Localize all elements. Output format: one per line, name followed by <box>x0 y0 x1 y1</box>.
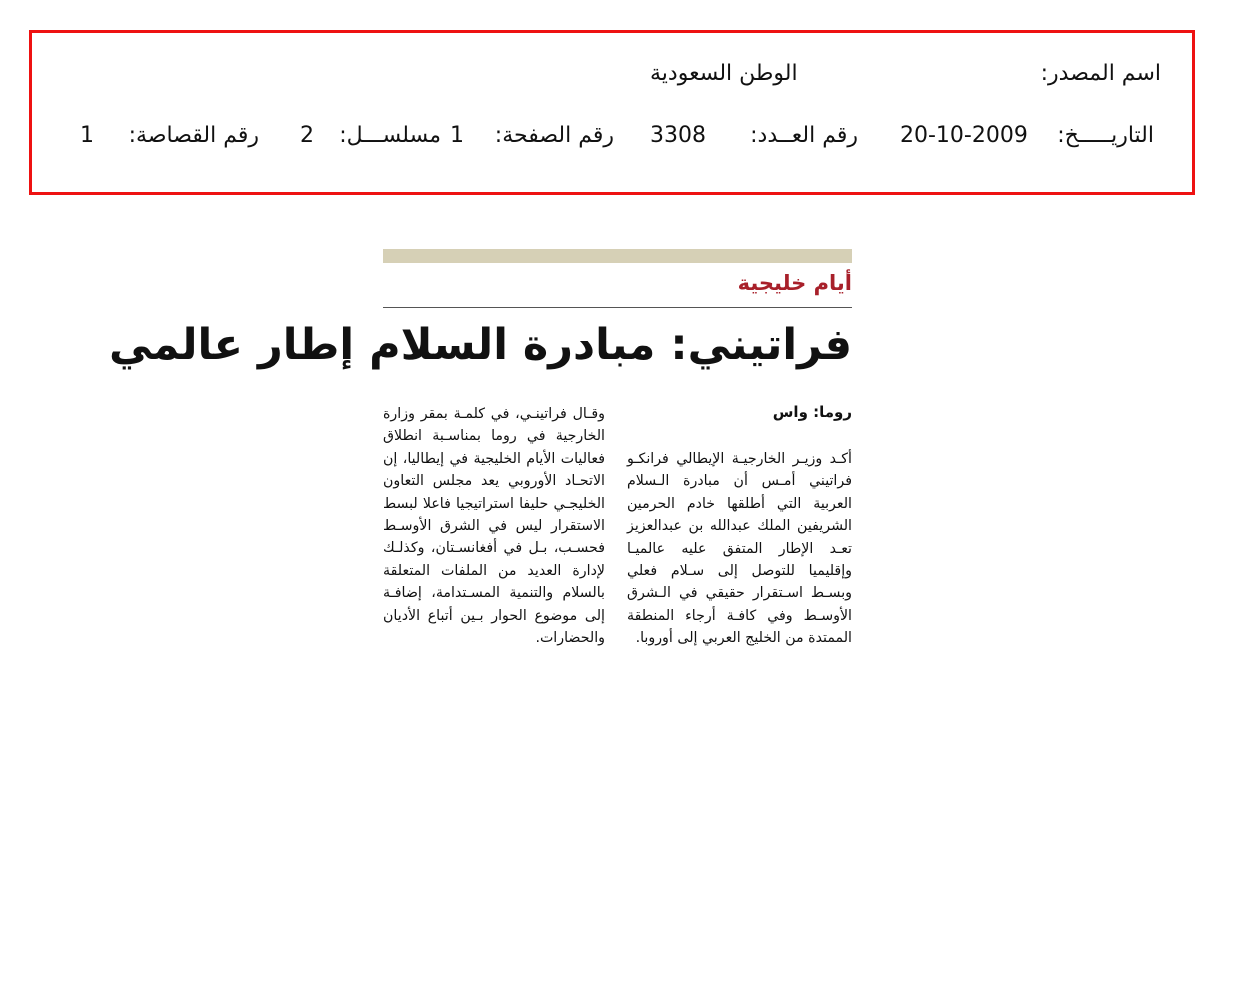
clipping-label: رقم القصاصة: <box>128 123 259 148</box>
serial-label: مسلســـل: <box>339 123 441 148</box>
source-value: الوطن السعودية <box>650 61 798 86</box>
section-label: أيام خليجية <box>737 271 852 295</box>
article-byline: روما: واس <box>772 403 852 421</box>
date-value: 20-10-2009 <box>900 123 1028 148</box>
decorative-top-bar <box>383 249 852 263</box>
article-headline: فراتيني: مبادرة السلام إطار عالمي <box>109 320 852 370</box>
clipping-value: 1 <box>80 123 94 148</box>
date-label: التاريـــــخ: <box>1057 123 1154 148</box>
source-label: اسم المصدر: <box>1040 61 1161 86</box>
issue-value: 3308 <box>650 123 706 148</box>
divider <box>383 307 852 308</box>
article-column-left: وقـال فراتينـي، في كلمـة بمقر وزارة الخارجية في روما بمناسـبة انطلاق فعاليات الأيام الخليجية في إيطاليا، إن الاتحـاد الأوروبي يعد مجلس التعاون الخليجـي حليفا استراتيجيا فاعلا لبسط الاستقرار ليس في الشرق الأوسـط فحسـب، بـل في أفغانسـتان، وكذلـك لإدارة العديد من الملفات المتعلقة بالسلام والتنمية المسـتدامة، إضافـة إلى موضوع الحوار بـين أتباع الأديان والحضارات. <box>383 406 605 647</box>
page-label: رقم الصفحة: <box>494 123 614 148</box>
issue-label: رقم العــدد: <box>750 123 858 148</box>
serial-value: 2 <box>300 123 314 148</box>
page-value: 1 <box>450 123 464 148</box>
metadata-frame <box>29 30 1195 195</box>
article-clipping <box>109 249 852 679</box>
article-column-right: أكـد وزيـر الخارجيـة الإيطالي فرانكـو فراتيني أمـس أن مبادرة الـسلام العربية التي أطلقها خادم الحرمين الشريفين الملك عبدالله بن عبدالعزيز تعـد الإطار المتفق عليه عالميـا وإقليميا للتوصل إلى سـلام فعلي وبسـط اسـتقرار حقيقي في الـشرق الأوسـط وفي كافـة أرجاء المنطقة الممتدة من الخليج العربي إلى أوروبا. <box>627 451 852 647</box>
